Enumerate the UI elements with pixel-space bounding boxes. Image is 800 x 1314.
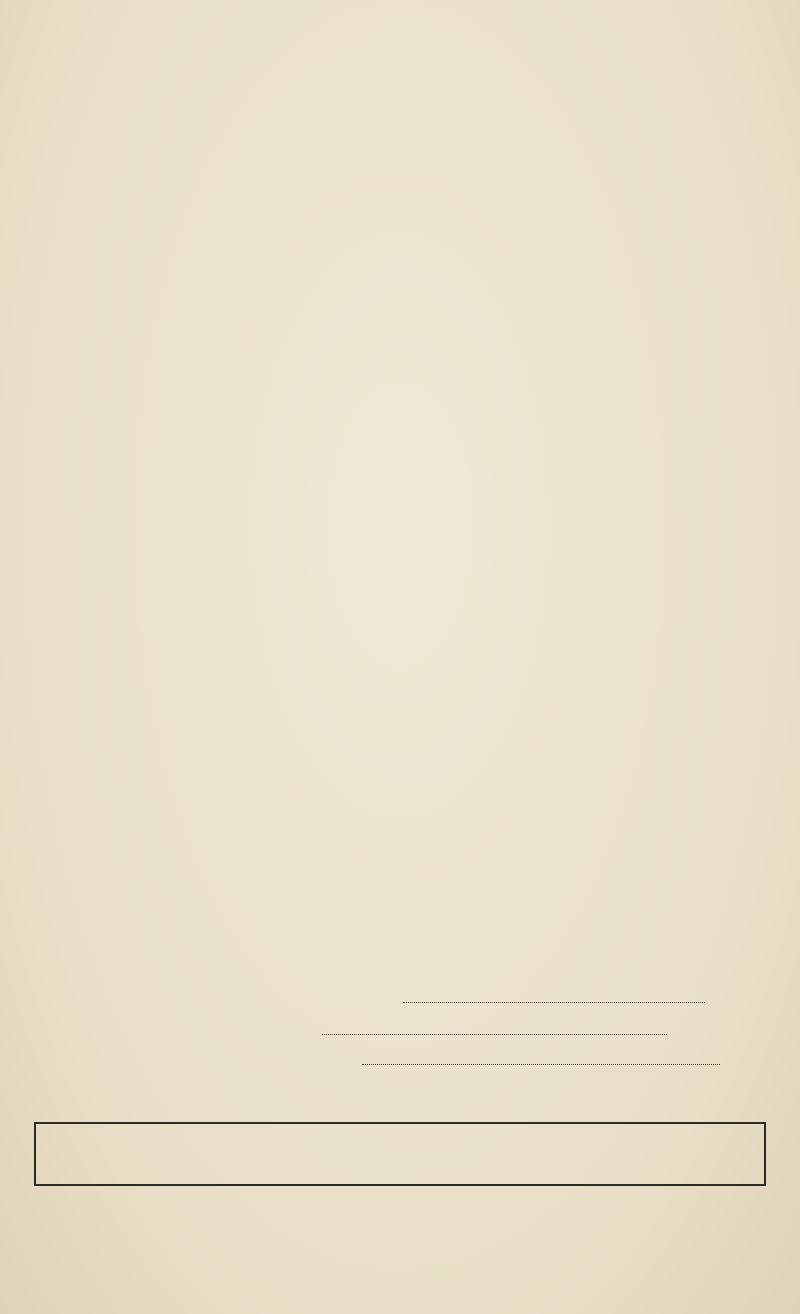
address-field[interactable] xyxy=(362,1064,720,1065)
artist-signature-line[interactable] xyxy=(322,1034,667,1035)
address-line xyxy=(362,1055,720,1065)
artist-line xyxy=(322,1025,667,1035)
special-notice-box xyxy=(34,1122,766,1186)
by-line xyxy=(403,993,705,1003)
by-signature-line[interactable] xyxy=(403,1002,705,1003)
signature-block xyxy=(36,955,771,1105)
